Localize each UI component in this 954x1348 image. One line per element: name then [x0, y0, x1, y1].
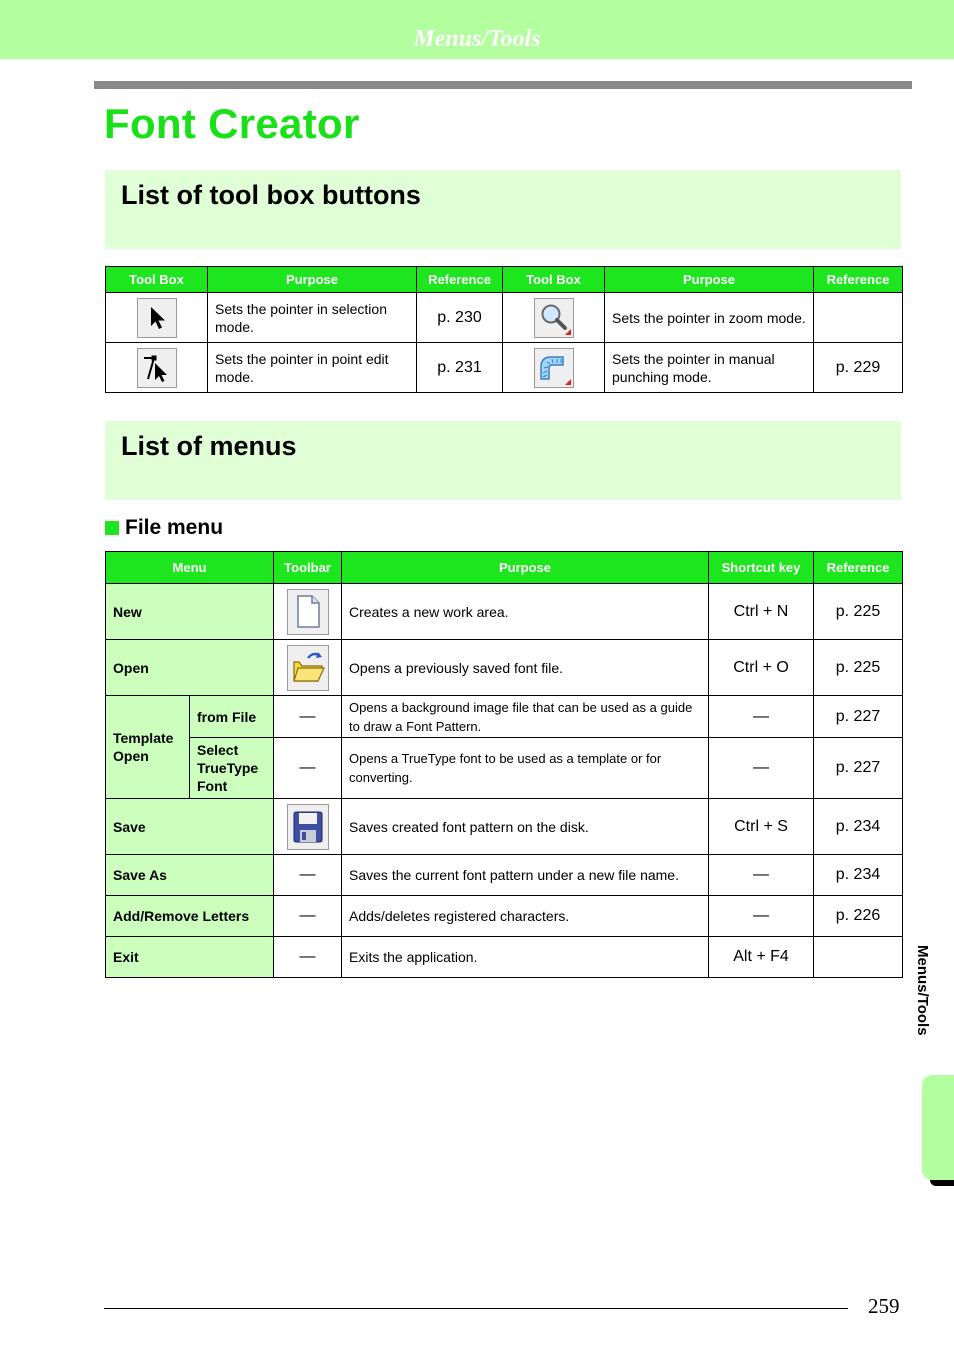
menu-cell-exit: Exit	[106, 937, 274, 978]
toolbar-cell: —	[274, 896, 342, 937]
side-tab-shadow	[930, 1180, 954, 1186]
purpose-cell: Saves created font pattern on the disk.	[342, 799, 709, 855]
col-menu: Menu	[106, 552, 274, 584]
manual-punching-icon	[534, 348, 574, 388]
col-purpose: Purpose	[342, 552, 709, 584]
toolbox-section-heading: List of tool box buttons	[121, 180, 421, 210]
purpose-cell: Exits the application.	[342, 937, 709, 978]
new-file-icon	[287, 589, 329, 635]
purpose-cell: Sets the pointer in manual punching mode.	[605, 343, 814, 393]
reference-cell: p. 234	[814, 855, 903, 896]
toolbox-icon-cell	[503, 293, 605, 343]
toolbox-icon-cell	[503, 343, 605, 393]
toolbar-cell: —	[274, 937, 342, 978]
table-row	[106, 896, 903, 937]
menu-cell-template-open: Template Open	[106, 696, 190, 799]
col-toolbox-1: Tool Box	[106, 267, 208, 293]
shortcut-cell: —	[709, 855, 814, 896]
table-row	[106, 640, 903, 696]
menu-cell-add-remove-letters: Add/Remove Letters	[106, 896, 274, 937]
shortcut-cell: —	[709, 696, 814, 738]
table-row	[106, 937, 903, 978]
table-row	[106, 799, 903, 855]
shortcut-cell: Ctrl + S	[709, 799, 814, 855]
page-title: Font Creator	[104, 100, 360, 147]
reference-cell: p. 230	[417, 293, 503, 343]
header-section-title: Menus/Tools	[413, 26, 541, 52]
col-shortcut-key: Shortcut key	[709, 552, 814, 584]
menu-cell-new: New	[106, 584, 274, 640]
green-square-bullet-icon	[105, 521, 119, 535]
reference-cell: p. 234	[814, 799, 903, 855]
toolbar-cell	[274, 799, 342, 855]
reference-cell: p. 227	[814, 738, 903, 799]
menus-section-box	[105, 421, 901, 500]
toolbox-header-row	[106, 267, 903, 293]
menu-cell-save: Save	[106, 799, 274, 855]
shortcut-cell: —	[709, 896, 814, 937]
reference-cell: p. 231	[417, 343, 503, 393]
purpose-cell: Sets the pointer in selection mode.	[208, 293, 417, 343]
menu-cell-open: Open	[106, 640, 274, 696]
submenu-cell-truetype: Select TrueType Font	[190, 738, 274, 799]
toolbox-table	[105, 266, 903, 393]
reference-cell: p. 227	[814, 696, 903, 738]
col-purpose-1: Purpose	[208, 267, 417, 293]
purpose-cell: Opens a previously saved font file.	[342, 640, 709, 696]
toolbar-cell: —	[274, 696, 342, 738]
toolbar-cell: —	[274, 855, 342, 896]
side-section-label-text: Menus/Tools	[914, 945, 931, 1036]
page-number: 259	[868, 1294, 900, 1318]
table-row	[106, 855, 903, 896]
table-row	[106, 696, 903, 738]
file-menu-table	[105, 551, 903, 978]
toolbox-section-box	[105, 170, 901, 249]
zoom-icon	[534, 298, 574, 338]
shortcut-cell: —	[709, 738, 814, 799]
menu-cell-save-as: Save As	[106, 855, 274, 896]
table-row	[106, 584, 903, 640]
reference-cell: p. 226	[814, 896, 903, 937]
purpose-cell: Adds/deletes registered characters.	[342, 896, 709, 937]
col-reference-2: Reference	[814, 267, 903, 293]
purpose-cell: Sets the pointer in point edit mode.	[208, 343, 417, 393]
side-section-label	[914, 945, 939, 1060]
shortcut-cell: Ctrl + O	[709, 640, 814, 696]
table-row	[106, 293, 903, 343]
table-row	[106, 738, 903, 799]
file-menu-heading	[105, 516, 223, 540]
toolbox-icon-cell	[106, 343, 208, 393]
toolbar-cell	[274, 640, 342, 696]
top-header-band	[0, 0, 954, 59]
reference-cell	[814, 293, 903, 343]
title-rule	[94, 81, 912, 89]
save-disk-icon	[287, 804, 329, 850]
select-pointer-icon	[137, 298, 177, 338]
reference-cell: p. 225	[814, 584, 903, 640]
col-reference-1: Reference	[417, 267, 503, 293]
submenu-cell-from-file: from File	[190, 696, 274, 738]
col-reference: Reference	[814, 552, 903, 584]
file-menu-header-row	[106, 552, 903, 584]
footer-rule	[104, 1308, 848, 1309]
side-section-tab	[922, 1075, 954, 1180]
reference-cell: p. 229	[814, 343, 903, 393]
open-folder-icon	[287, 645, 329, 691]
toolbox-icon-cell	[106, 293, 208, 343]
menus-section-heading: List of menus	[121, 431, 297, 461]
toolbar-cell	[274, 584, 342, 640]
col-purpose-2: Purpose	[605, 267, 814, 293]
purpose-cell: Opens a TrueType font to be used as a template or for converting.	[342, 738, 709, 799]
file-menu-heading-text: File menu	[125, 516, 224, 539]
reference-cell: p. 225	[814, 640, 903, 696]
point-edit-icon	[137, 348, 177, 388]
purpose-cell: Creates a new work area.	[342, 584, 709, 640]
col-toolbox-2: Tool Box	[503, 267, 605, 293]
table-row	[106, 343, 903, 393]
toolbar-cell: —	[274, 738, 342, 799]
shortcut-cell: Alt + F4	[709, 937, 814, 978]
purpose-cell: Saves the current font pattern under a new file name.	[342, 855, 709, 896]
purpose-cell: Opens a background image file that can be used as a guide to draw a Font Pattern.	[342, 696, 709, 738]
purpose-cell: Sets the pointer in zoom mode.	[605, 293, 814, 343]
reference-cell	[814, 937, 903, 978]
col-toolbar: Toolbar	[274, 552, 342, 584]
shortcut-cell: Ctrl + N	[709, 584, 814, 640]
